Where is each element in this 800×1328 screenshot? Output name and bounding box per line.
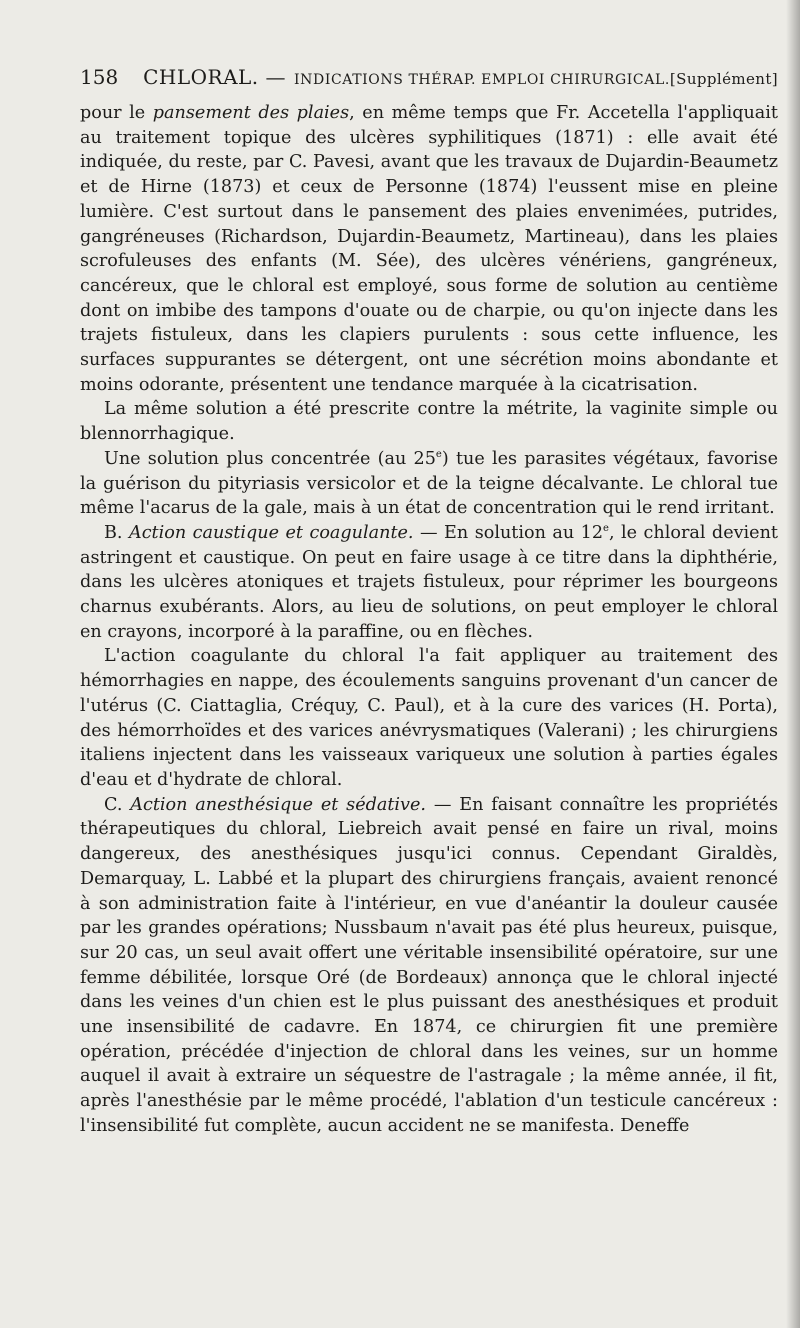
paragraph-5: L'action coagulante du chloral l'a fait appliquer au traitement des hémorrhagies en nappe, des écoulements sanguins provenant d'un cancer de l'utérus (C. Ciattaglia, Créquy, C. Paul), et à la cure des varices (H. Porta), des hémorrhoïdes et des varices anévrysmatiques (Valerani) ; les chirurgiens italiens injectent dans les vaisseaux variqueux une solution à parties égales d'eau et d'hydrate de chloral. xyxy=(80,646,778,790)
paragraph-3-text: ) tue les parasites végétaux, favorise la guérison du pityriasis versicolor et de la teigne décalvante. Le chloral tue même l'acarus de la gale, mais à un état de concentration qui le rend irritant. xyxy=(80,448,778,519)
paragraph-3 xyxy=(80,447,778,521)
section-b-heading: Action caustique et coagulante. xyxy=(129,522,414,543)
paragraph-4-text-a: — En solution au 12 xyxy=(413,522,604,543)
paragraph-3-start: Une solution plus concentrée (au 25 xyxy=(104,448,436,469)
paragraph-6-text: — En faisant connaître les propriétés thérapeutiques du chloral, Liebreich avait pensé en faire un rival, moins dangereux, des anesthésiques jusqu'ici connus. Cependant Giraldès, Demarquay, L. Labbé et la plupart des chirurgiens français, avaient renoncé à son administration faite à l'intérieur, en vue d'anéantir la douleur causée par les grandes opérations; Nussbaum n'avait pas été plus heureux, puisque, sur 20 cas, un seul avait offert une véritable insensibilité opératoire, sur une femme débilitée, lorsque Oré (de Bordeaux) annonça que le chloral injecté dans les veines d'un chien est le plus puissant des anesthésiques et produit une insensibilité de cadavre. En 1874, ce chirurgien fit une première opération, précédée d'injection de chloral dans les veines, sur un homme auquel il avait à extraire un séquestre de l'astragale ; la même année, il fit, après l'anesthésie par le même procédé, l'ablation d'un testicule cancéreux : l'insensibilité fut complète, aucun accident ne se manifesta. Deneffe xyxy=(80,794,778,1136)
paragraph-3-superscript: e xyxy=(435,448,442,460)
paragraph-1-start: pour le xyxy=(80,103,153,123)
paragraph-2: La même solution a été prescrite contre la métrite, la vaginite simple ou blennorrhagique. xyxy=(80,399,778,445)
page-number: 158 xyxy=(80,65,119,89)
section-b-letter: B. xyxy=(104,522,129,543)
section-c-heading: Action anesthésique et sédative. xyxy=(130,794,426,815)
paragraph-4-text-b: , le chloral devient astringent et caustique. On peut en faire usage à ce titre dans la diphthérie, dans les ulcères atoniques et trajets fistuleux, pour réprimer les bourgeons charnus exubérants. Alors, au lieu de solutions, on peut employer le chloral en crayons, incorporé à la paraffine, ou en flèches. xyxy=(80,522,778,642)
paragraph-1-italic: pansement des plaies xyxy=(152,103,350,123)
body-text xyxy=(80,101,778,1139)
page-header xyxy=(80,62,778,95)
section-c-letter: C. xyxy=(104,794,131,815)
paragraph-4 xyxy=(80,521,778,645)
paragraph-6 xyxy=(80,793,778,1139)
paragraph-1 xyxy=(80,101,778,397)
running-subtitle: INDICATIONS THÉRAP. EMPLOI CHIRURGICAL. xyxy=(294,72,670,88)
paragraph-1-text: , en même temps que Fr. Accetella l'appliquait au traitement topique des ulcères syphilitiques (1871) : elle avait été indiquée, du reste, par C. Pavesi, avant que les travaux de Dujardin-Beaumetz et de Hirne (1873) et ceux de Personne (1874) l'eussent mise en pleine lumière. C'est surtout dans le pansement des plaies envenimées, putrides, gangréneuses (Richardson, Dujardin-Beaumetz, Martineau), dans les plaies scrofuleuses des enfants (M. Sée), des ulcères vénériens, gangréneux, cancéreux, que le chloral est employé, sous forme de solution au centième dont on imbibe des tampons d'ouate ou de charpie, ou qu'on injecte dans les trajets fistuleux, dans les clapiers purulents : sous cette influence, les surfaces suppurantes se détergent, ont une sécrétion moins abondante et moins odorante, présentent une tendance marquée à la cicatrisation. xyxy=(80,103,778,395)
paragraph-4-superscript: e xyxy=(603,523,609,535)
running-title: CHLORAL. — xyxy=(143,65,287,89)
section-label: [Supplément] xyxy=(669,70,778,88)
